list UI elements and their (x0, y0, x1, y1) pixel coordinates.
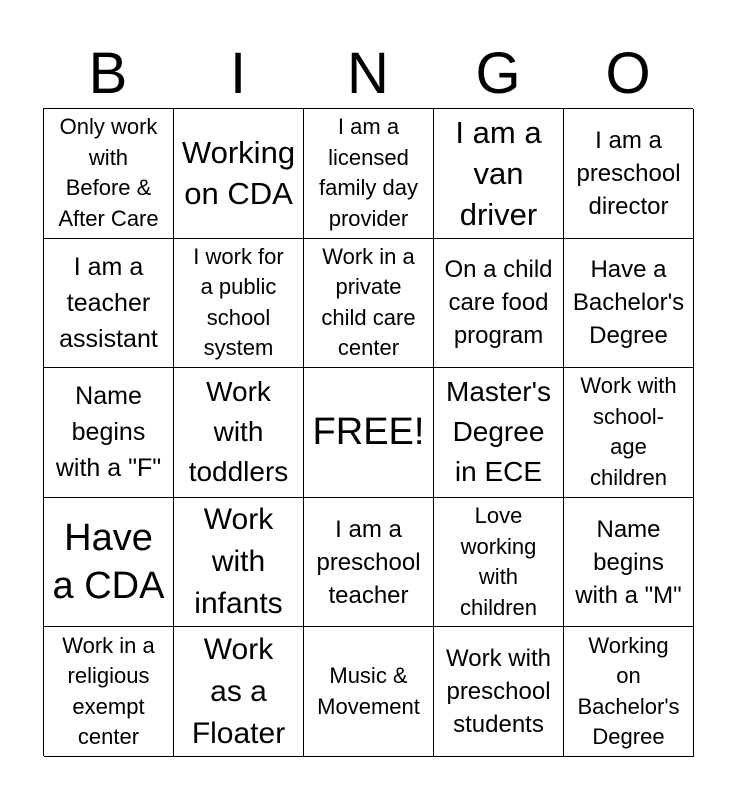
bingo-cell-r1c1 (44, 109, 174, 239)
free-space: FREE! (312, 411, 425, 454)
bingo-cell-r5c2 (174, 627, 304, 757)
cell-text: Work with infants (194, 503, 283, 621)
bingo-cell-r4c3 (304, 498, 434, 628)
cell-text: I am a preschool director (576, 126, 681, 220)
bingo-cell-r4c4 (434, 498, 564, 628)
bingo-cell-r3c3 (304, 368, 434, 498)
header-letter-g: G (475, 41, 521, 106)
bingo-card-grid (43, 108, 693, 756)
bingo-cell-r2c4 (434, 239, 564, 369)
bingo-cell-r4c2 (174, 498, 304, 628)
bingo-cell-r3c5 (564, 368, 694, 498)
bingo-cell-r2c3 (304, 239, 434, 369)
cell-text: Work in a private child care center (321, 243, 416, 361)
cell-text: Work with preschool students (446, 645, 551, 739)
header-letter-i: I (229, 41, 247, 106)
bingo-cell-r4c1 (44, 498, 174, 628)
cell-text: Work with school- age children (580, 373, 677, 490)
bingo-cell-r5c3 (304, 627, 434, 757)
cell-text: Name begins with a "F" (55, 382, 162, 483)
cell-text: I am a preschool teacher (316, 515, 421, 609)
cell-text: Have a CDA (52, 517, 165, 608)
cell-text: Work in a religious exempt center (62, 632, 155, 750)
bingo-cell-r5c1 (44, 627, 174, 757)
bingo-cell-r1c5 (564, 109, 694, 239)
cell-text: Working on Bachelor's Degree (577, 632, 680, 750)
cell-text: I am a teacher assistant (59, 252, 158, 353)
bingo-cell-r2c5 (564, 239, 694, 369)
cell-text: Master's Degree in ECE (446, 376, 551, 488)
cell-text: On a child care food program (444, 256, 553, 350)
cell-text: Work with toddlers (188, 376, 289, 488)
bingo-cell-r5c5 (564, 627, 694, 757)
cell-text: I work for a public school system (193, 243, 284, 361)
bingo-cell-r3c2 (174, 368, 304, 498)
header-letter-o: O (605, 41, 651, 106)
cell-text: Working on CDA (181, 135, 296, 212)
cell-text: Love working with children (459, 503, 538, 620)
bingo-cell-r3c4 (434, 368, 564, 498)
cell-text: Only work with Before & After Care (58, 114, 159, 231)
cell-text: Music & Movement (317, 663, 420, 719)
cell-text: Name begins with a "M" (575, 515, 682, 609)
bingo-header (43, 40, 693, 108)
cell-text: I am a van driver (455, 114, 542, 232)
bingo-cell-r5c4 (434, 627, 564, 757)
cell-text: Have a Bachelor's Degree (572, 256, 685, 350)
bingo-cell-r4c5 (564, 498, 694, 628)
cell-text: I am a licensed family day provider (318, 114, 419, 231)
header-letter-b: B (88, 41, 128, 106)
bingo-cell-r1c3 (304, 109, 434, 239)
bingo-cell-r1c4 (434, 109, 564, 239)
bingo-cell-r3c1 (44, 368, 174, 498)
cell-text: Work as a Floater (191, 632, 286, 750)
bingo-cell-r2c2 (174, 239, 304, 369)
bingo-cell-r1c2 (174, 109, 304, 239)
header-letter-n: N (347, 41, 389, 106)
bingo-cell-r2c1 (44, 239, 174, 369)
